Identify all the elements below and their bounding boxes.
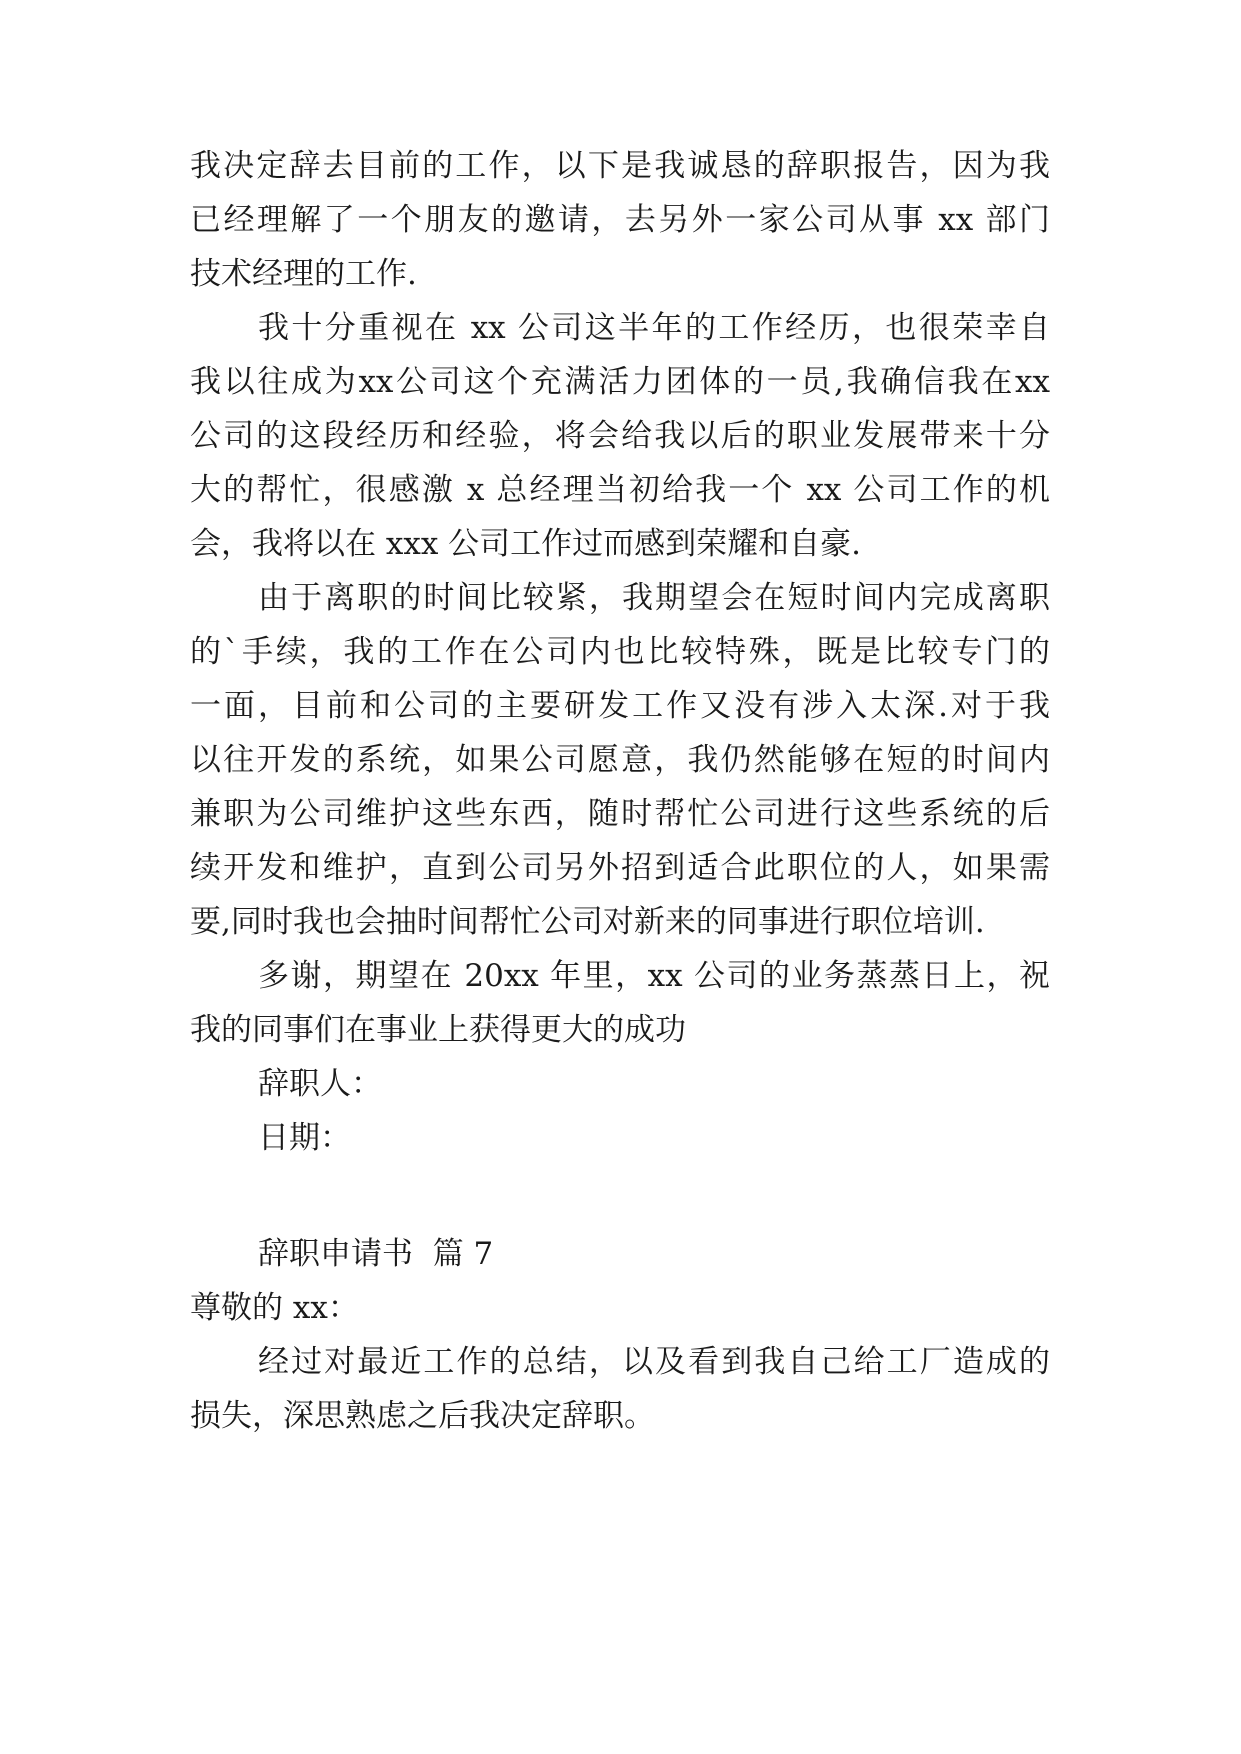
paragraph-1-line-2: 已经理解了一个朋友的邀请，去另外一家公司从事 xx 部门 xyxy=(190,202,1050,238)
section-title: 辞职申请书 篇 7 xyxy=(258,1236,494,1272)
paragraph-3-line-3: 一面，目前和公司的主要研发工作又没有涉入太深.对于我 xyxy=(190,688,1050,724)
paragraph-3-line-1: 由于离职的时间比较紧，我期望会在短时间内完成离职 xyxy=(258,580,1050,616)
signature-label: 辞职人： xyxy=(258,1066,382,1102)
paragraph-3-line-6: 续开发和维护，直到公司另外招到适合此职位的人，如果需 xyxy=(190,850,1050,886)
paragraph-2-line-3: 公司的这段经历和经验，将会给我以后的职业发展带来十分 xyxy=(190,418,1050,454)
paragraph-2-line-1: 我十分重视在 xx 公司这半年的工作经历，也很荣幸自 xyxy=(258,310,1050,346)
paragraph-4-line-2: 我的同事们在事业上获得更大的成功 xyxy=(190,1012,686,1048)
paragraph-3-line-7: 要,同时我也会抽时间帮忙公司对新来的同事进行职位培训. xyxy=(190,904,985,940)
paragraph-2-line-2: 我以往成为xx公司这个充满活力团体的一员,我确信我在xx xyxy=(190,364,1050,400)
paragraph-3-line-4: 以往开发的系统，如果公司愿意，我仍然能够在短的时间内 xyxy=(190,742,1050,778)
paragraph-1-line-3: 技术经理的工作. xyxy=(190,256,417,292)
salutation: 尊敬的 xx： xyxy=(190,1290,359,1326)
paragraph-5-line-1: 经过对最近工作的总结，以及看到我自己给工厂造成的 xyxy=(258,1344,1050,1380)
paragraph-3-line-5: 兼职为公司维护这些东西，随时帮忙公司进行这些系统的后 xyxy=(190,796,1050,832)
paragraph-5-line-2: 损失，深思熟虑之后我决定辞职。 xyxy=(190,1398,655,1434)
paragraph-2-line-4: 大的帮忙，很感激 x 总经理当初给我一个 xx 公司工作的机 xyxy=(190,472,1050,508)
paragraph-3-line-2: 的`手续，我的工作在公司内也比较特殊，既是比较专门的 xyxy=(190,634,1050,670)
paragraph-4-line-1: 多谢，期望在 20xx 年里，xx 公司的业务蒸蒸日上，祝 xyxy=(258,958,1050,994)
paragraph-2-line-5: 会，我将以在 xxx 公司工作过而感到荣耀和自豪. xyxy=(190,526,862,562)
date-label: 日期： xyxy=(258,1120,351,1156)
paragraph-1-line-1: 我决定辞去目前的工作，以下是我诚恳的辞职报告，因为我 xyxy=(190,148,1050,184)
